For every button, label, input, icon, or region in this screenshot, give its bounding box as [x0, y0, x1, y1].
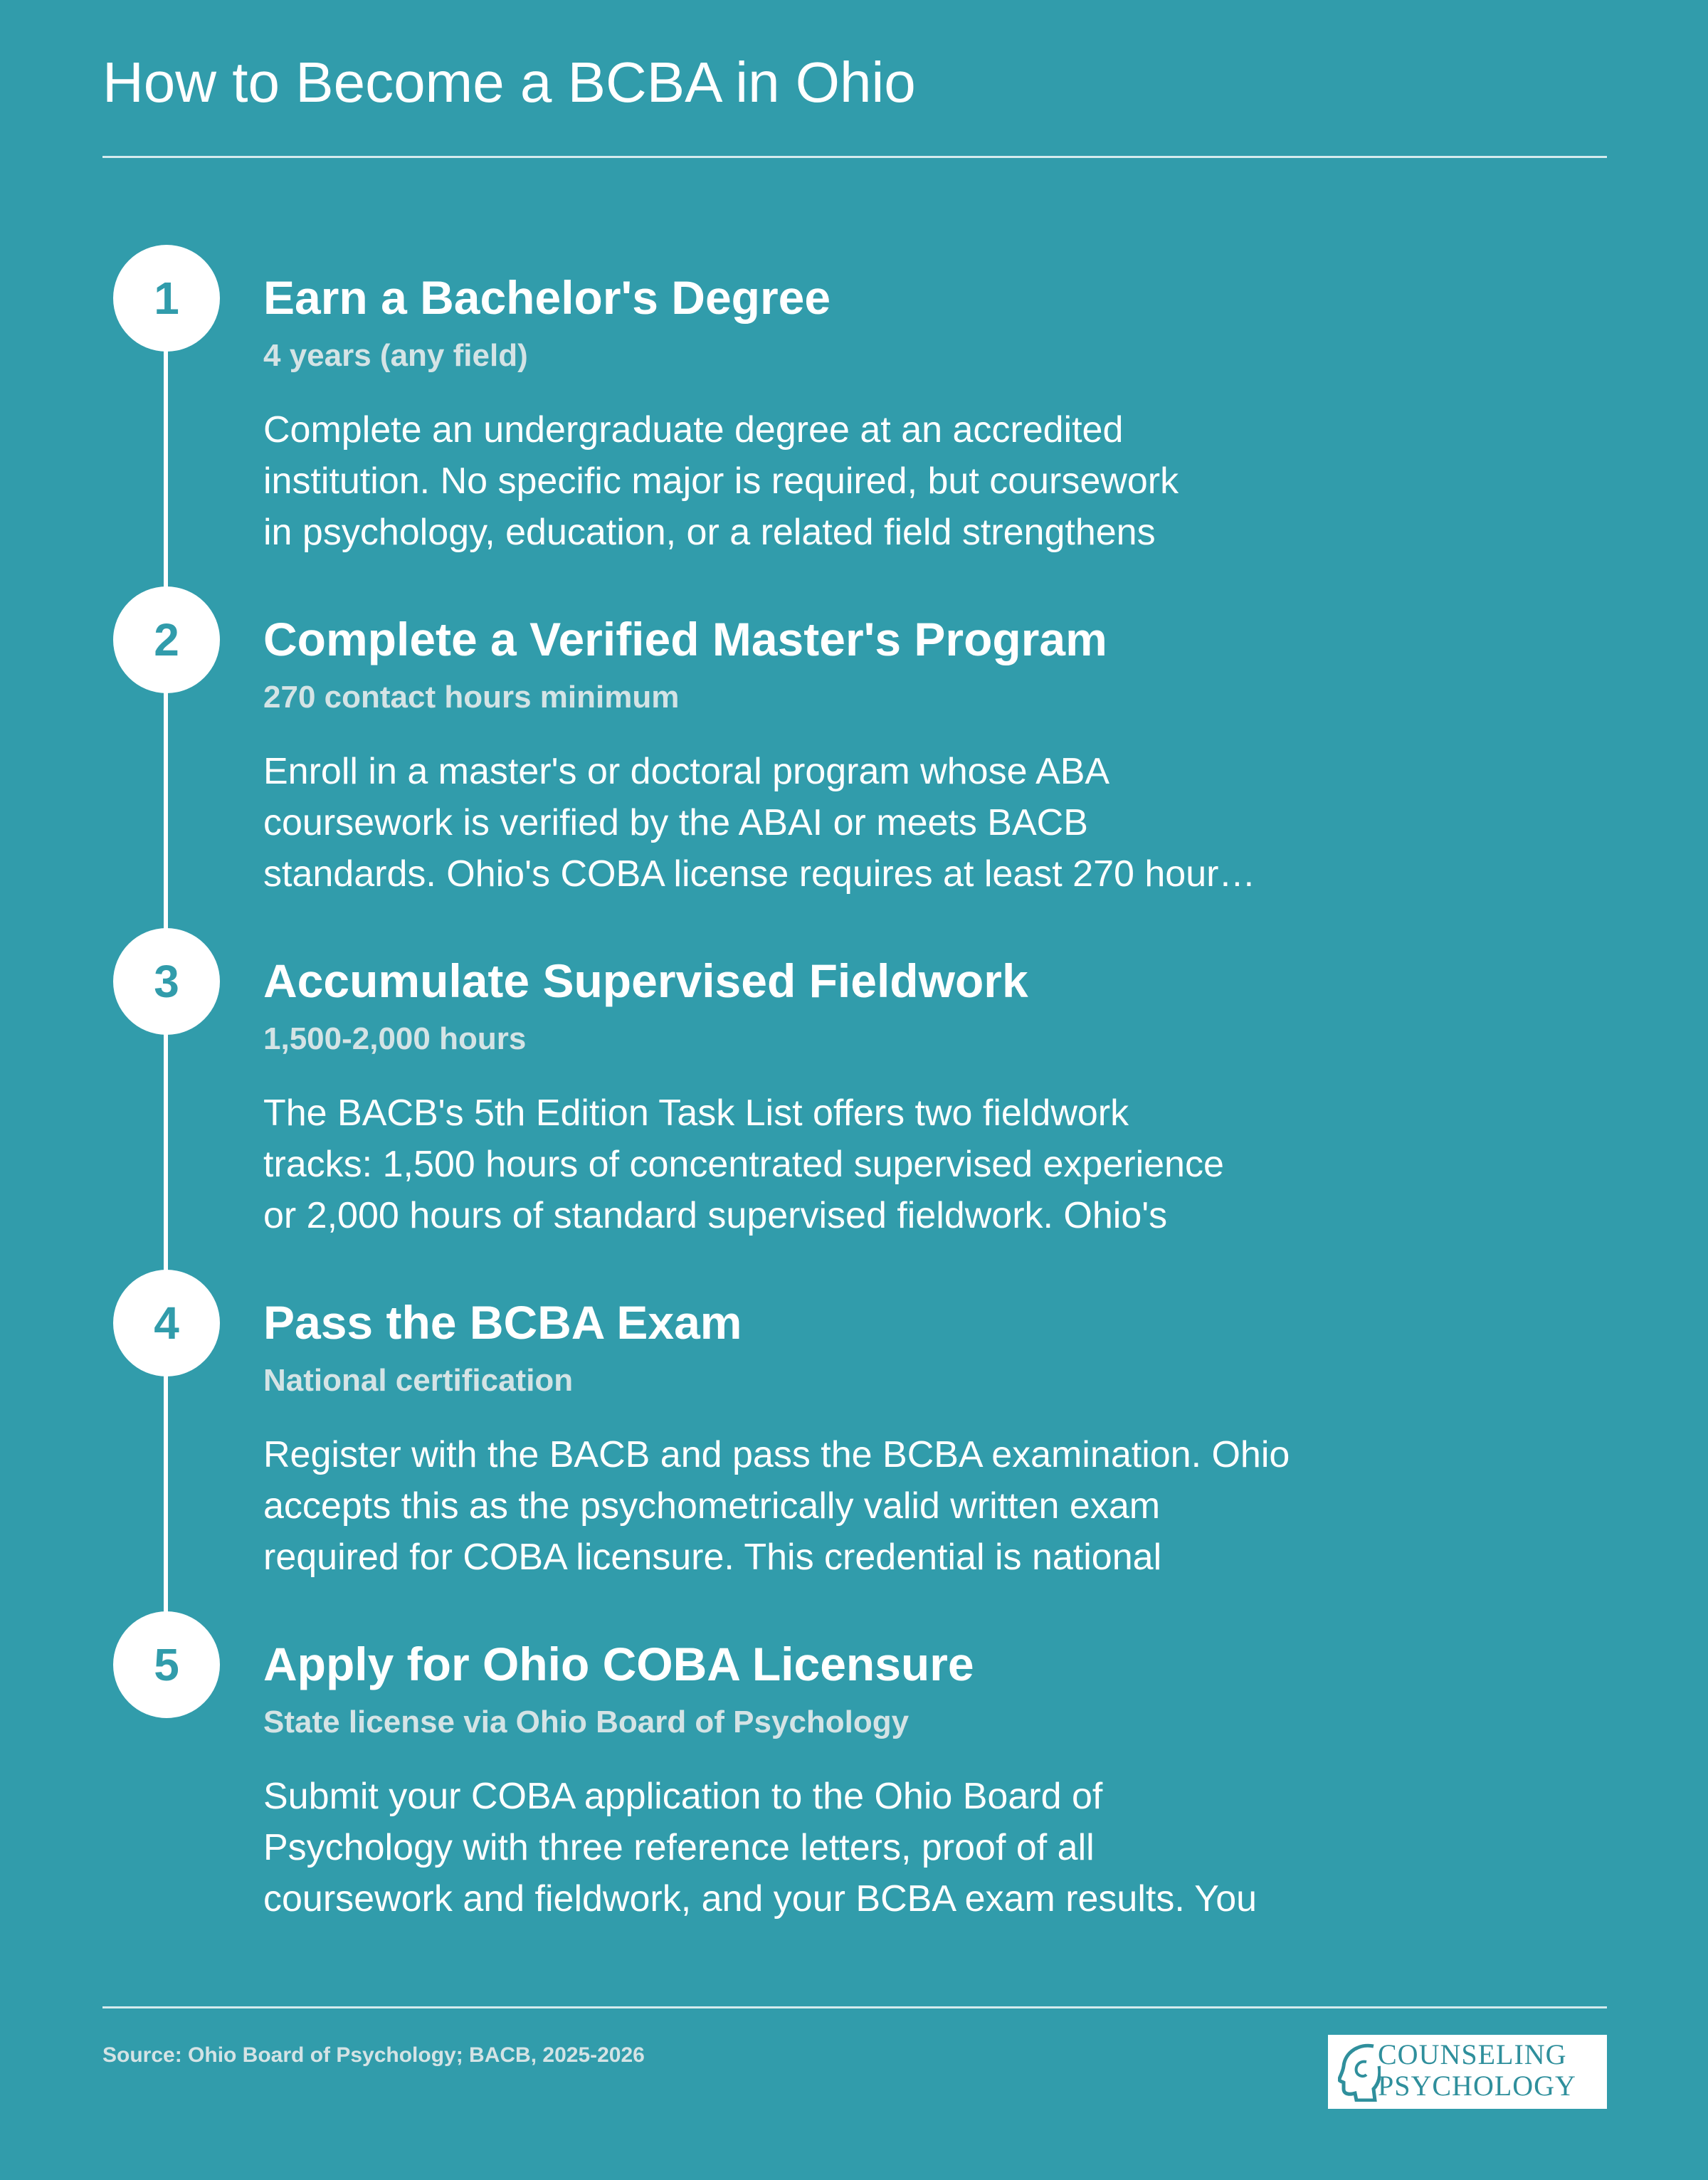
step-2-subtitle: 270 contact hours minimum: [263, 680, 680, 715]
step-3-title: Accumulate Supervised Fieldwork: [263, 954, 1028, 1007]
step-1-description-line: Complete an undergraduate degree at an accredited: [263, 409, 1124, 451]
step-4-description-line: required for COBA licensure. This credential is national: [263, 1537, 1162, 1578]
step-3-description: [263, 1088, 1402, 1241]
step-1-description-line: institution. No specific major is required, but coursework: [263, 460, 1179, 502]
step-5-subtitle: State license via Ohio Board of Psychology: [263, 1705, 910, 1739]
step-1-description: [263, 404, 1402, 558]
step-3-description-line: The BACB's 5th Edition Task List offers two fieldwork: [263, 1092, 1129, 1134]
logo-line-2: PSYCHOLOGY: [1378, 2070, 1576, 2102]
step-3-number-badge: 3: [113, 928, 220, 1035]
step-4-description-line: accepts this as the psychometrically valid written exam: [263, 1485, 1161, 1527]
source-note: Source: Ohio Board of Psychology; BACB, 2025-2026: [102, 2043, 645, 2067]
step-3-description-line: tracks: 1,500 hours of concentrated supervised experience: [263, 1144, 1224, 1185]
step-5-description-line: coursework and fieldwork, and your BCBA exam results. You: [263, 1878, 1258, 1920]
step-5-description: [263, 1771, 1402, 1924]
step-2-title: Complete a Verified Master's Program: [263, 613, 1107, 665]
page-title: How to Become a BCBA in Ohio: [102, 51, 916, 114]
step-2-description: [263, 746, 1402, 900]
step-2-number-badge: 2: [113, 586, 220, 693]
step-1-description-line: in psychology, education, or a related field strengthens: [263, 512, 1156, 553]
step-4-number-badge: 4: [113, 1270, 220, 1376]
counseling-psychology-logo: [1328, 2035, 1607, 2109]
logo-wordmark: [1378, 2039, 1576, 2102]
title-divider: [102, 156, 1607, 158]
step-1-title: Earn a Bachelor's Degree: [263, 271, 831, 324]
step-2-description-line: coursework is verified by the ABAI or meets BACB: [263, 802, 1088, 843]
step-1-number-badge: 1: [113, 245, 220, 352]
step-5-number-badge: 5: [113, 1611, 220, 1718]
head-profile-icon: [1338, 2042, 1381, 2102]
step-2-description-line: standards. Ohio's COBA license requires at least 270 hour…: [263, 853, 1256, 895]
step-5-title: Apply for Ohio COBA Licensure: [263, 1638, 974, 1690]
footer-divider: [102, 2006, 1607, 2008]
step-5-description-line: Submit your COBA application to the Ohio Board of: [263, 1776, 1103, 1817]
step-4-title: Pass the BCBA Exam: [263, 1296, 742, 1349]
step-5-description-line: Psychology with three reference letters, proof of all: [263, 1827, 1095, 1868]
step-4-subtitle: National certification: [263, 1363, 574, 1398]
step-2-description-line: Enroll in a master's or doctoral program whose ABA: [263, 751, 1110, 792]
step-1-subtitle: 4 years (any field): [263, 338, 528, 373]
step-3-subtitle: 1,500-2,000 hours: [263, 1021, 527, 1056]
logo-line-1: COUNSELING: [1378, 2038, 1567, 2070]
step-4-description: [263, 1429, 1402, 1583]
step-4-description-line: Register with the BACB and pass the BCBA examination. Ohio: [263, 1434, 1290, 1475]
step-3-description-line: or 2,000 hours of standard supervised fieldwork. Ohio's: [263, 1195, 1168, 1236]
